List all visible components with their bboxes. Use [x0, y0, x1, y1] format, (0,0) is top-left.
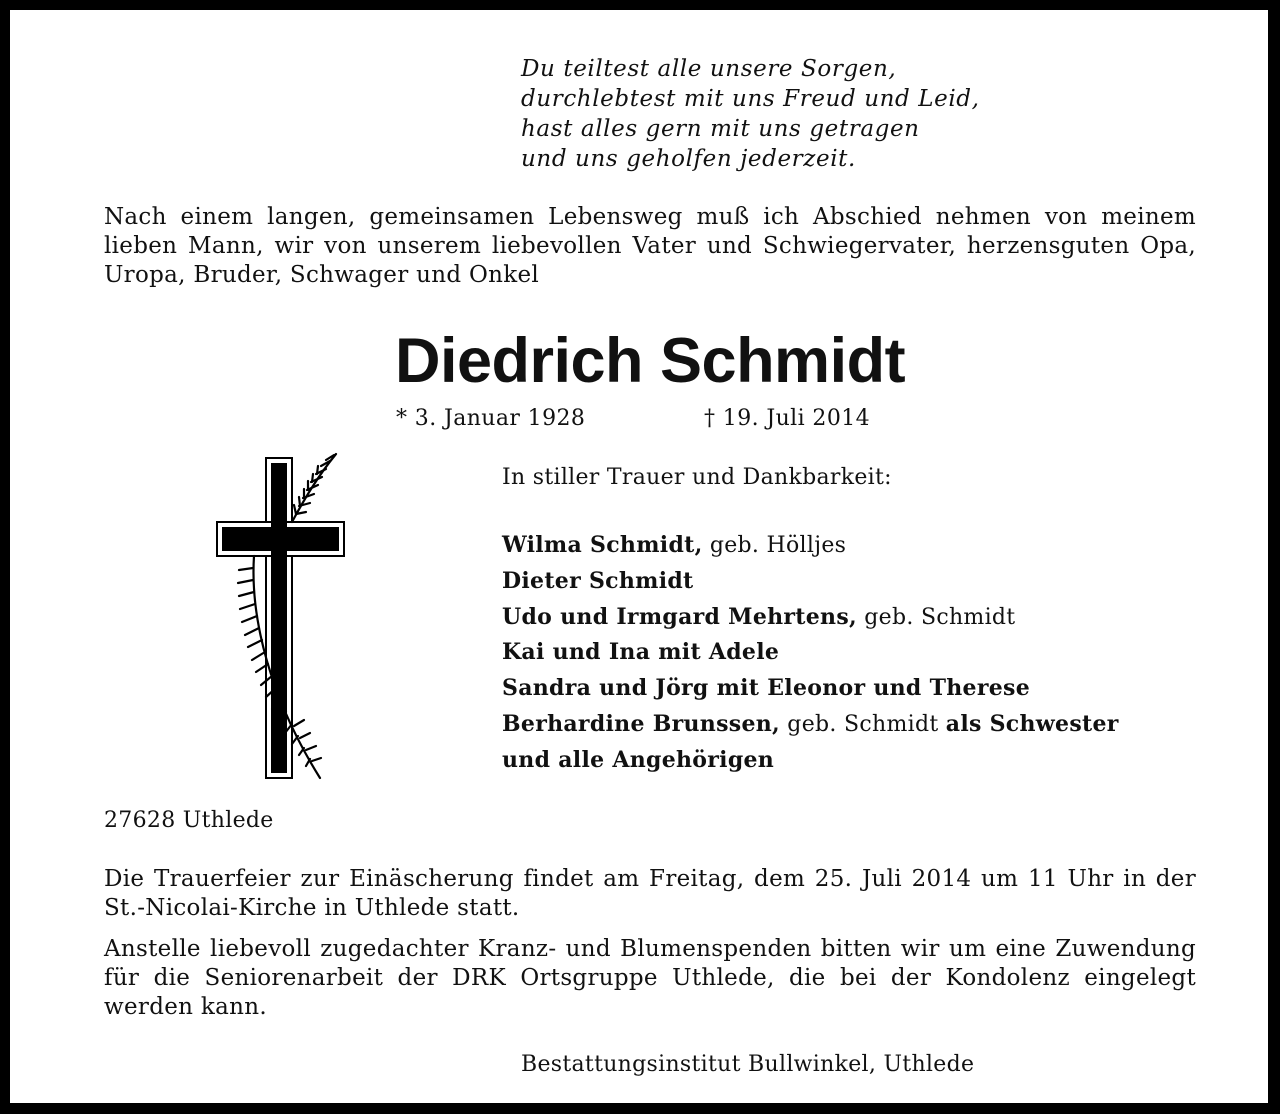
family-member: Kai und Ina mit Adele	[502, 639, 780, 666]
family-member: Udo und Irmgard Mehrtens, geb. Schmidt	[502, 603, 1016, 630]
family-list	[502, 528, 1202, 779]
place: 27628 Uthlede	[104, 808, 274, 833]
undertaker: Bestattungsinstitut Bullwinkel, Uthlede	[521, 1052, 975, 1077]
family-member: und alle Angehörigen	[502, 746, 775, 773]
birth-date: * 3. Januar 1928	[396, 406, 586, 431]
intro-text: Nach einem langen, gemeinsamen Lebensweg muß ich Abschied nehmen von meinem lieben Mann, wir von unserem liebevollen Vater und Schwiegervater, herzensguten Opa, Uropa, Bruder, Schwager und Onkel	[104, 204, 1196, 288]
poem	[521, 54, 1221, 174]
family-member: Dieter Schmidt	[502, 567, 694, 594]
poem-line: hast alles gern mit uns getragen	[521, 116, 920, 142]
mourning-line: In stiller Trauer und Dankbarkeit:	[502, 465, 892, 490]
family-member: Wilma Schmidt, geb. Hölljes	[502, 532, 847, 558]
poem-line: und uns geholfen jederzeit.	[521, 146, 856, 172]
donation-request: Anstelle liebevoll zugedachter Kranz- und Blumenspenden bitten wir um eine Zuwendung für die Seniorenarbeit der DRK Ortsgruppe Uthlede, die bei der Kondolenz eingelegt werden kann.	[104, 936, 1196, 1020]
cross-with-palm-branch-icon	[210, 448, 350, 782]
family-member: Sandra und Jörg mit Eleonor und Therese	[502, 675, 1031, 702]
funeral-info: Die Trauerfeier zur Einäscherung findet am Freitag, dem 25. Juli 2014 um 11 Uhr in der St.-Nicolai-Kirche in Uthlede statt.	[104, 866, 1196, 921]
family-member: Berhardine Brunssen, geb. Schmidt als Schwester	[502, 710, 1119, 737]
deceased-name: Diedrich Schmidt	[394, 326, 906, 396]
death-date: † 19. Juli 2014	[704, 406, 871, 431]
poem-line: durchlebtest mit uns Freud und Leid,	[521, 86, 980, 112]
poem-line: Du teiltest alle unsere Sorgen,	[521, 56, 897, 82]
